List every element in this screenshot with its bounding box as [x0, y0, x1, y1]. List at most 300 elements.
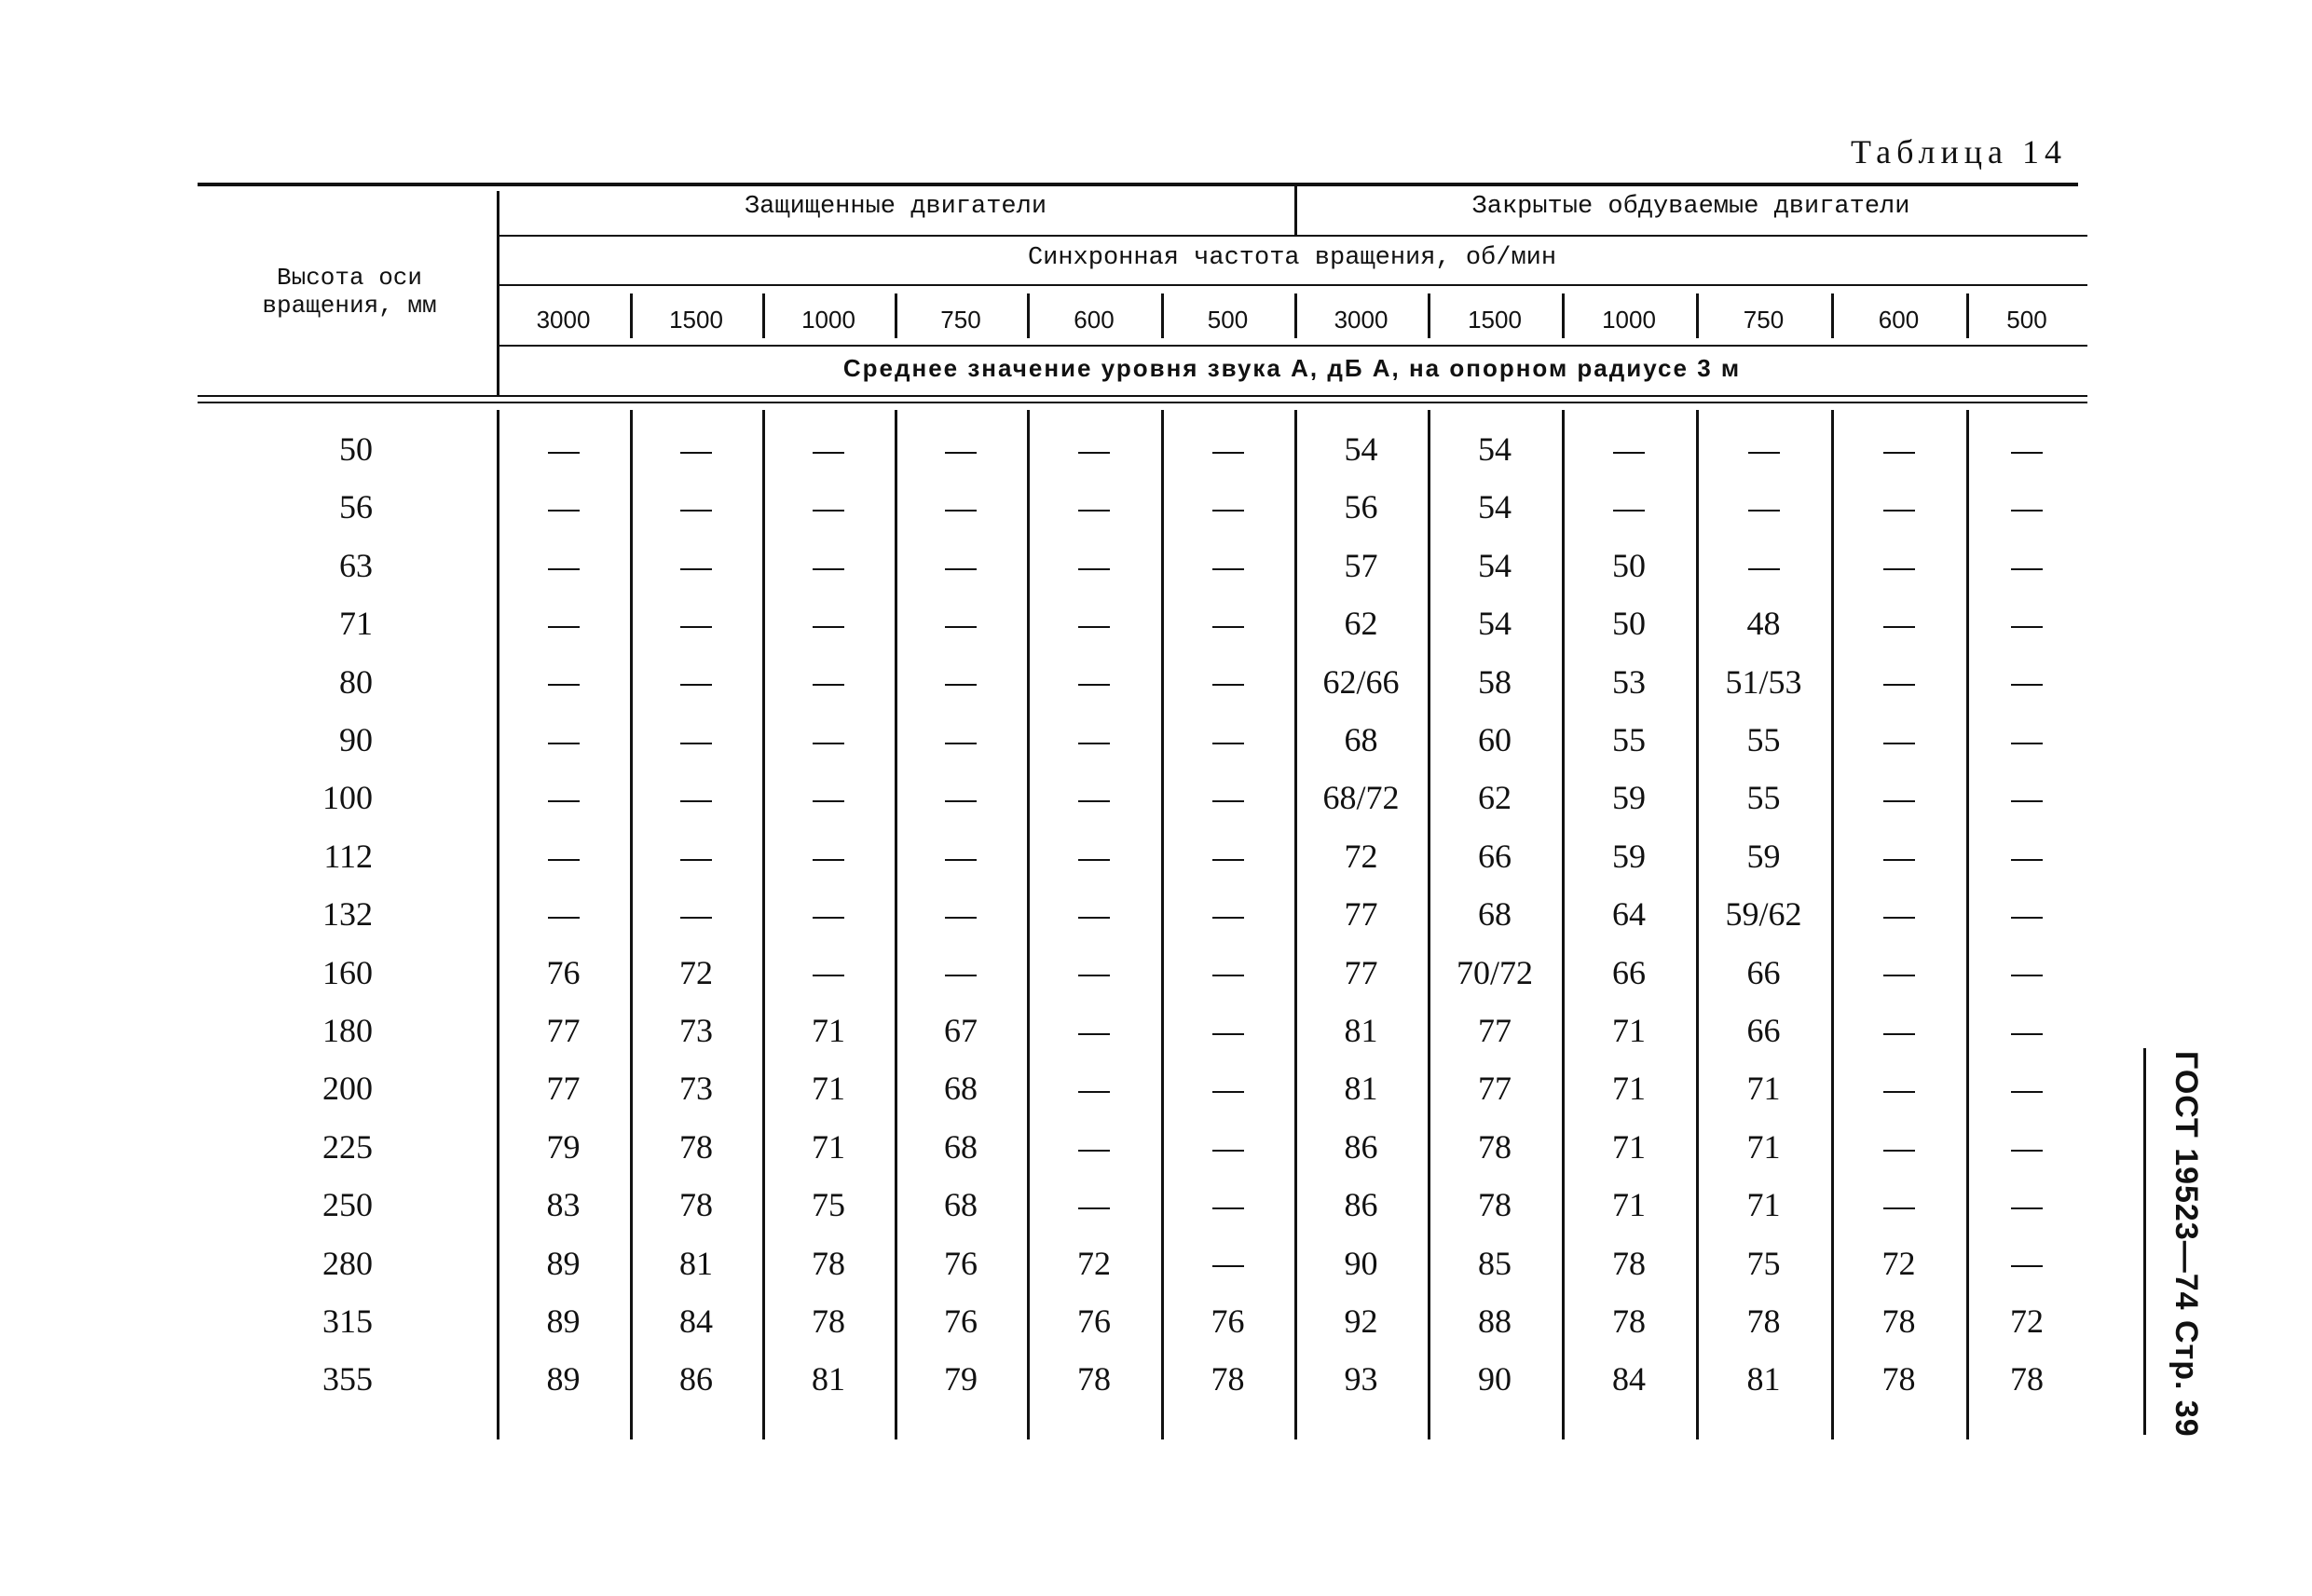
table-cell [1161, 595, 1294, 651]
speed-label: 3000 [536, 306, 591, 334]
table-cell: 78 [1211, 1360, 1245, 1398]
table-cell [1831, 945, 1966, 1001]
table-cell: 85 [1478, 1244, 1512, 1282]
dash-mark [813, 626, 844, 628]
table-cell [1831, 479, 1966, 535]
dash-mark [945, 510, 977, 512]
row-height-label: 180 [322, 1012, 373, 1049]
table-cell [1161, 770, 1294, 825]
table-cell: 66 [1746, 953, 1781, 991]
table-cell [1831, 1119, 1966, 1175]
table-cell: 78 [1478, 1186, 1512, 1224]
table-cell [630, 712, 762, 768]
table-cell: 72 [1881, 1244, 1916, 1282]
dash-mark [945, 859, 977, 861]
table-cell: 78 [1612, 1244, 1646, 1282]
group-header-closed: Закрытые обдуваемые двигатели [1471, 193, 1910, 221]
table-cell: 50 [1612, 605, 1646, 643]
table-cell [1027, 421, 1161, 477]
table-cell [1831, 421, 1966, 477]
dash-mark [1883, 1207, 1915, 1209]
dash-mark [1212, 1033, 1244, 1035]
table-cell [1161, 1177, 1294, 1233]
table-cell [1831, 595, 1966, 651]
table-cell [1027, 828, 1161, 884]
table-cell [1027, 595, 1161, 651]
dash-mark [1883, 684, 1915, 686]
table-cell [1966, 1060, 2087, 1116]
dash-mark [548, 568, 580, 570]
speed-divider [630, 293, 633, 338]
table-cell [1831, 712, 1966, 768]
table-cell: 71 [812, 1012, 845, 1049]
dash-mark [1078, 975, 1110, 976]
table-cell: 81 [1344, 1012, 1378, 1049]
dash-mark [1078, 800, 1110, 802]
dash-mark [1748, 510, 1780, 512]
dash-mark [1212, 510, 1244, 512]
table-cell: 72 [679, 953, 713, 991]
dash-mark [1613, 452, 1645, 454]
speed-label: 1500 [1468, 306, 1522, 334]
table-cell: 78 [1077, 1360, 1111, 1398]
table-cell: 81 [679, 1244, 713, 1282]
table-cell [762, 479, 895, 535]
speed-divider [1428, 293, 1430, 338]
dash-mark [1212, 626, 1244, 628]
dash-mark [945, 452, 977, 454]
dash-mark [813, 684, 844, 686]
table-cell: 54 [1478, 430, 1512, 468]
table-cell [630, 538, 762, 593]
dash-mark [1078, 684, 1110, 686]
table-cell [1966, 770, 2087, 825]
table-cell: 78 [1478, 1127, 1512, 1166]
table-cell: 79 [546, 1127, 581, 1166]
table-cell [762, 828, 895, 884]
dash-mark [680, 917, 712, 919]
table-top-rule [198, 183, 2078, 186]
dash-mark [680, 684, 712, 686]
dash-mark [1212, 800, 1244, 802]
dash-mark [2011, 1150, 2043, 1152]
table-cell: 81 [1746, 1360, 1781, 1398]
table-cell: 75 [1746, 1244, 1781, 1282]
table-cell [762, 886, 895, 942]
speed-divider [1696, 293, 1699, 338]
table-cell: 72 [1077, 1244, 1111, 1282]
table-cell [1161, 538, 1294, 593]
dash-mark [1883, 568, 1915, 570]
table-cell: 79 [944, 1360, 978, 1398]
dash-mark [945, 743, 977, 744]
speed-divider [895, 293, 897, 338]
row-height-label: 160 [322, 953, 373, 991]
table-cell: 51/53 [1725, 662, 1802, 701]
dash-mark [1212, 1265, 1244, 1267]
dash-mark [945, 917, 977, 919]
row-height-label: 56 [339, 488, 373, 526]
table-cell [1966, 538, 2087, 593]
speed-divider [1294, 293, 1297, 338]
dash-mark [1883, 1091, 1915, 1093]
table-cell [1161, 479, 1294, 535]
dash-mark [1883, 975, 1915, 976]
table-cell: 59 [1612, 837, 1646, 875]
dash-mark [1748, 568, 1780, 570]
table-cell [1027, 770, 1161, 825]
table-cell [1831, 770, 1966, 825]
table-cell [630, 886, 762, 942]
dash-mark [680, 626, 712, 628]
table-cell: 71 [1612, 1186, 1646, 1224]
table-cell: 78 [1612, 1303, 1646, 1340]
dash-mark [945, 684, 977, 686]
group-header-protected: Защищенные двигатели [744, 193, 1047, 221]
speed-label: 1000 [1602, 306, 1656, 334]
row-height-label: 100 [322, 779, 373, 817]
table-cell: 78 [1881, 1360, 1916, 1398]
dash-mark [1883, 510, 1915, 512]
table-cell [895, 770, 1027, 825]
table-cell: 57 [1344, 546, 1378, 584]
table-cell [762, 712, 895, 768]
row-height-label: 250 [322, 1186, 373, 1224]
dash-mark [1078, 917, 1110, 919]
table-cell [1831, 828, 1966, 884]
table-cell [630, 770, 762, 825]
table-cell: 68 [1344, 721, 1378, 758]
table-cell: 75 [812, 1186, 845, 1224]
stub-divider-header [497, 191, 499, 396]
table-cell: 56 [1344, 488, 1378, 526]
row-height-label: 80 [339, 662, 373, 701]
table-cell: 67 [944, 1012, 978, 1049]
speed-divider [762, 293, 765, 338]
dash-mark [548, 917, 580, 919]
table-cell [1966, 595, 2087, 651]
speed-divider [1966, 293, 1969, 338]
measure-header: Среднее значение уровня звука А, дБ А, на опорном радиусе 3 м [842, 354, 1742, 382]
table-cell [630, 479, 762, 535]
table-cell: 93 [1344, 1360, 1378, 1398]
row-height-label: 63 [339, 546, 373, 584]
dash-mark [2011, 800, 2043, 802]
table-cell [1831, 1060, 1966, 1116]
table-cell: 89 [546, 1303, 581, 1340]
dash-mark [1883, 743, 1915, 744]
row-height-label: 200 [322, 1070, 373, 1108]
table-cell: 54 [1478, 605, 1512, 643]
table-cell [630, 654, 762, 710]
table-cell: 76 [944, 1303, 978, 1340]
table-cell: 78 [1746, 1303, 1781, 1340]
table-cell: 54 [1478, 546, 1512, 584]
table-cell: 83 [546, 1186, 581, 1224]
table-cell: 77 [1478, 1070, 1512, 1108]
table-cell: 86 [1344, 1127, 1378, 1166]
table-cell [1161, 828, 1294, 884]
table-cell [895, 595, 1027, 651]
table-cell: 78 [812, 1303, 845, 1340]
dash-mark [945, 568, 977, 570]
speed-label: 500 [1207, 306, 1249, 334]
table-cell: 86 [679, 1360, 713, 1398]
table-cell: 54 [1344, 430, 1378, 468]
table-cell [1831, 1177, 1966, 1233]
table-cell [1966, 479, 2087, 535]
table-cell [1966, 712, 2087, 768]
table-cell: 60 [1478, 721, 1512, 758]
table-cell: 76 [1077, 1303, 1111, 1340]
table-cell: 71 [1612, 1070, 1646, 1108]
table-cell [1027, 886, 1161, 942]
table-cell: 77 [1344, 953, 1378, 991]
dash-mark [813, 917, 844, 919]
row-height-label: 50 [339, 430, 373, 468]
speed-label: 600 [1878, 306, 1920, 334]
table-cell: 66 [1746, 1012, 1781, 1049]
dash-mark [1078, 859, 1110, 861]
dash-mark [1212, 452, 1244, 454]
table-cell [1027, 1177, 1161, 1233]
table-cell: 55 [1746, 721, 1781, 758]
table-cell: 48 [1746, 605, 1781, 643]
table-cell: 88 [1478, 1303, 1512, 1340]
table-cell [895, 421, 1027, 477]
dash-mark [1883, 917, 1915, 919]
speed-label: 750 [940, 306, 981, 334]
dash-mark [1078, 743, 1110, 744]
table-cell [1696, 421, 1831, 477]
table-cell: 53 [1612, 662, 1646, 701]
table-cell: 71 [1746, 1127, 1781, 1166]
dash-mark [2011, 626, 2043, 628]
table-cell: 81 [812, 1360, 845, 1398]
dash-mark [548, 626, 580, 628]
table-cell: 54 [1478, 488, 1512, 526]
table-cell [762, 654, 895, 710]
table-cell [1027, 1119, 1161, 1175]
group-divider [1294, 186, 1297, 235]
side-rule [2143, 1048, 2146, 1435]
table-cell: 70/72 [1456, 953, 1533, 991]
table-cell [1562, 479, 1696, 535]
table-cell [630, 595, 762, 651]
dash-mark [680, 800, 712, 802]
table-cell [1027, 538, 1161, 593]
dash-mark [548, 684, 580, 686]
table-cell [1966, 421, 2087, 477]
table-cell [1027, 654, 1161, 710]
table-cell: 71 [812, 1070, 845, 1108]
table-cell: 64 [1612, 895, 1646, 934]
table-cell: 68 [944, 1127, 978, 1166]
dash-mark [945, 975, 977, 976]
dash-mark [548, 743, 580, 744]
dash-mark [1883, 1033, 1915, 1035]
table-cell [1966, 654, 2087, 710]
dash-mark [680, 859, 712, 861]
speed-label: 1000 [801, 306, 855, 334]
table-cell: 77 [1344, 895, 1378, 934]
table-cell [497, 595, 630, 651]
table-cell [630, 421, 762, 477]
table-cell [895, 654, 1027, 710]
table-cell: 77 [546, 1070, 581, 1108]
speed-label: 1500 [669, 306, 723, 334]
stub-header-line: вращения, мм [262, 292, 437, 320]
row-height-label: 90 [339, 721, 373, 758]
dash-mark [1078, 626, 1110, 628]
speed-label: 500 [2006, 306, 2047, 334]
table-cell [497, 770, 630, 825]
dash-mark [2011, 975, 2043, 976]
table-cell: 77 [1478, 1012, 1512, 1049]
table-cell: 89 [546, 1360, 581, 1398]
table-cell [1831, 886, 1966, 942]
stub-header [210, 264, 489, 320]
table-cell: 86 [1344, 1186, 1378, 1224]
dash-mark [813, 510, 844, 512]
dash-mark [1883, 1150, 1915, 1152]
dash-mark [945, 800, 977, 802]
table-cell [1966, 1235, 2087, 1291]
dash-mark [1883, 800, 1915, 802]
table-cell [895, 712, 1027, 768]
dash-mark [1078, 1207, 1110, 1209]
table-cell [895, 886, 1027, 942]
dash-mark [813, 800, 844, 802]
table-cell: 68 [944, 1070, 978, 1108]
table-cell: 90 [1344, 1244, 1378, 1282]
table-cell [895, 945, 1027, 1001]
table-cell: 78 [812, 1244, 845, 1282]
table-cell [1831, 1003, 1966, 1058]
dash-mark [1078, 1033, 1110, 1035]
table-cell [497, 712, 630, 768]
table-cell: 78 [679, 1127, 713, 1166]
speed-label: 750 [1743, 306, 1785, 334]
table-cell: 62 [1344, 605, 1378, 643]
table-cell [1027, 945, 1161, 1001]
dash-mark [1883, 452, 1915, 454]
sync-speed-header: Синхронная частота вращения, об/мин [1027, 244, 1557, 272]
table-cell: 73 [679, 1070, 713, 1108]
dash-mark [1212, 917, 1244, 919]
stub-header-line: Высота оси [276, 264, 423, 292]
dash-mark [1212, 568, 1244, 570]
speed-label: 600 [1074, 306, 1115, 334]
dash-mark [2011, 859, 2043, 861]
dash-mark [2011, 917, 2043, 919]
dash-mark [2011, 743, 2043, 744]
header-rule-speeds [497, 345, 2087, 347]
table-cell [1161, 712, 1294, 768]
table-cell [1161, 886, 1294, 942]
row-height-label: 225 [322, 1127, 373, 1166]
table-cell: 71 [812, 1127, 845, 1166]
table-cell: 71 [1612, 1127, 1646, 1166]
dash-mark [1613, 510, 1645, 512]
table-cell: 55 [1746, 779, 1781, 817]
table-cell: 59/62 [1725, 895, 1802, 934]
row-height-label: 315 [322, 1303, 373, 1340]
table-cell [1161, 1235, 1294, 1291]
dash-mark [2011, 1265, 2043, 1267]
row-height-label: 132 [322, 895, 373, 934]
table-cell: 62/66 [1322, 662, 1400, 701]
header-rule-measure-2 [198, 402, 2087, 403]
table-cell: 62 [1478, 779, 1512, 817]
dash-mark [2011, 1091, 2043, 1093]
table-cell [1966, 1003, 2087, 1058]
table-cell: 77 [546, 1012, 581, 1049]
speed-divider [1027, 293, 1030, 338]
dash-mark [1883, 859, 1915, 861]
table-cell [1161, 1119, 1294, 1175]
table-cell: 68/72 [1322, 779, 1400, 817]
dash-mark [1748, 452, 1780, 454]
table-cell [630, 828, 762, 884]
dash-mark [813, 568, 844, 570]
table-cell [1161, 945, 1294, 1001]
table-cell [1831, 538, 1966, 593]
table-cell: 81 [1344, 1070, 1378, 1108]
table-cell [497, 421, 630, 477]
table-cell: 55 [1612, 721, 1646, 758]
dash-mark [813, 975, 844, 976]
document-reference: ГОСТ 19523—74 Стр. 39 [2168, 1051, 2204, 1438]
table-cell [1966, 1177, 2087, 1233]
table-cell [1966, 1119, 2087, 1175]
dash-mark [1883, 626, 1915, 628]
table-cell: 92 [1344, 1303, 1378, 1340]
table-cell: 72 [2010, 1303, 2044, 1340]
dash-mark [1212, 1207, 1244, 1209]
speed-label: 3000 [1334, 306, 1389, 334]
dash-mark [680, 743, 712, 744]
dash-mark [1212, 1150, 1244, 1152]
table-cell [762, 770, 895, 825]
table-caption: Таблица 14 [1851, 133, 2067, 171]
table-cell [497, 828, 630, 884]
table-cell: 66 [1478, 837, 1512, 875]
table-cell [497, 479, 630, 535]
dash-mark [1078, 510, 1110, 512]
table-cell [762, 421, 895, 477]
table-cell: 76 [546, 953, 581, 991]
table-cell [895, 828, 1027, 884]
table-cell: 78 [679, 1186, 713, 1224]
table-cell [1161, 421, 1294, 477]
table-cell [895, 479, 1027, 535]
dash-mark [1212, 975, 1244, 976]
row-height-label: 355 [322, 1360, 373, 1398]
dash-mark [2011, 452, 2043, 454]
table-cell [497, 654, 630, 710]
dash-mark [680, 452, 712, 454]
table-cell: 84 [679, 1303, 713, 1340]
table-cell: 71 [1746, 1186, 1781, 1224]
table-cell: 66 [1612, 953, 1646, 991]
dash-mark [813, 743, 844, 744]
table-cell [1966, 886, 2087, 942]
table-cell: 78 [2010, 1360, 2044, 1398]
dash-mark [2011, 510, 2043, 512]
table-cell [1027, 479, 1161, 535]
table-cell: 50 [1612, 546, 1646, 584]
